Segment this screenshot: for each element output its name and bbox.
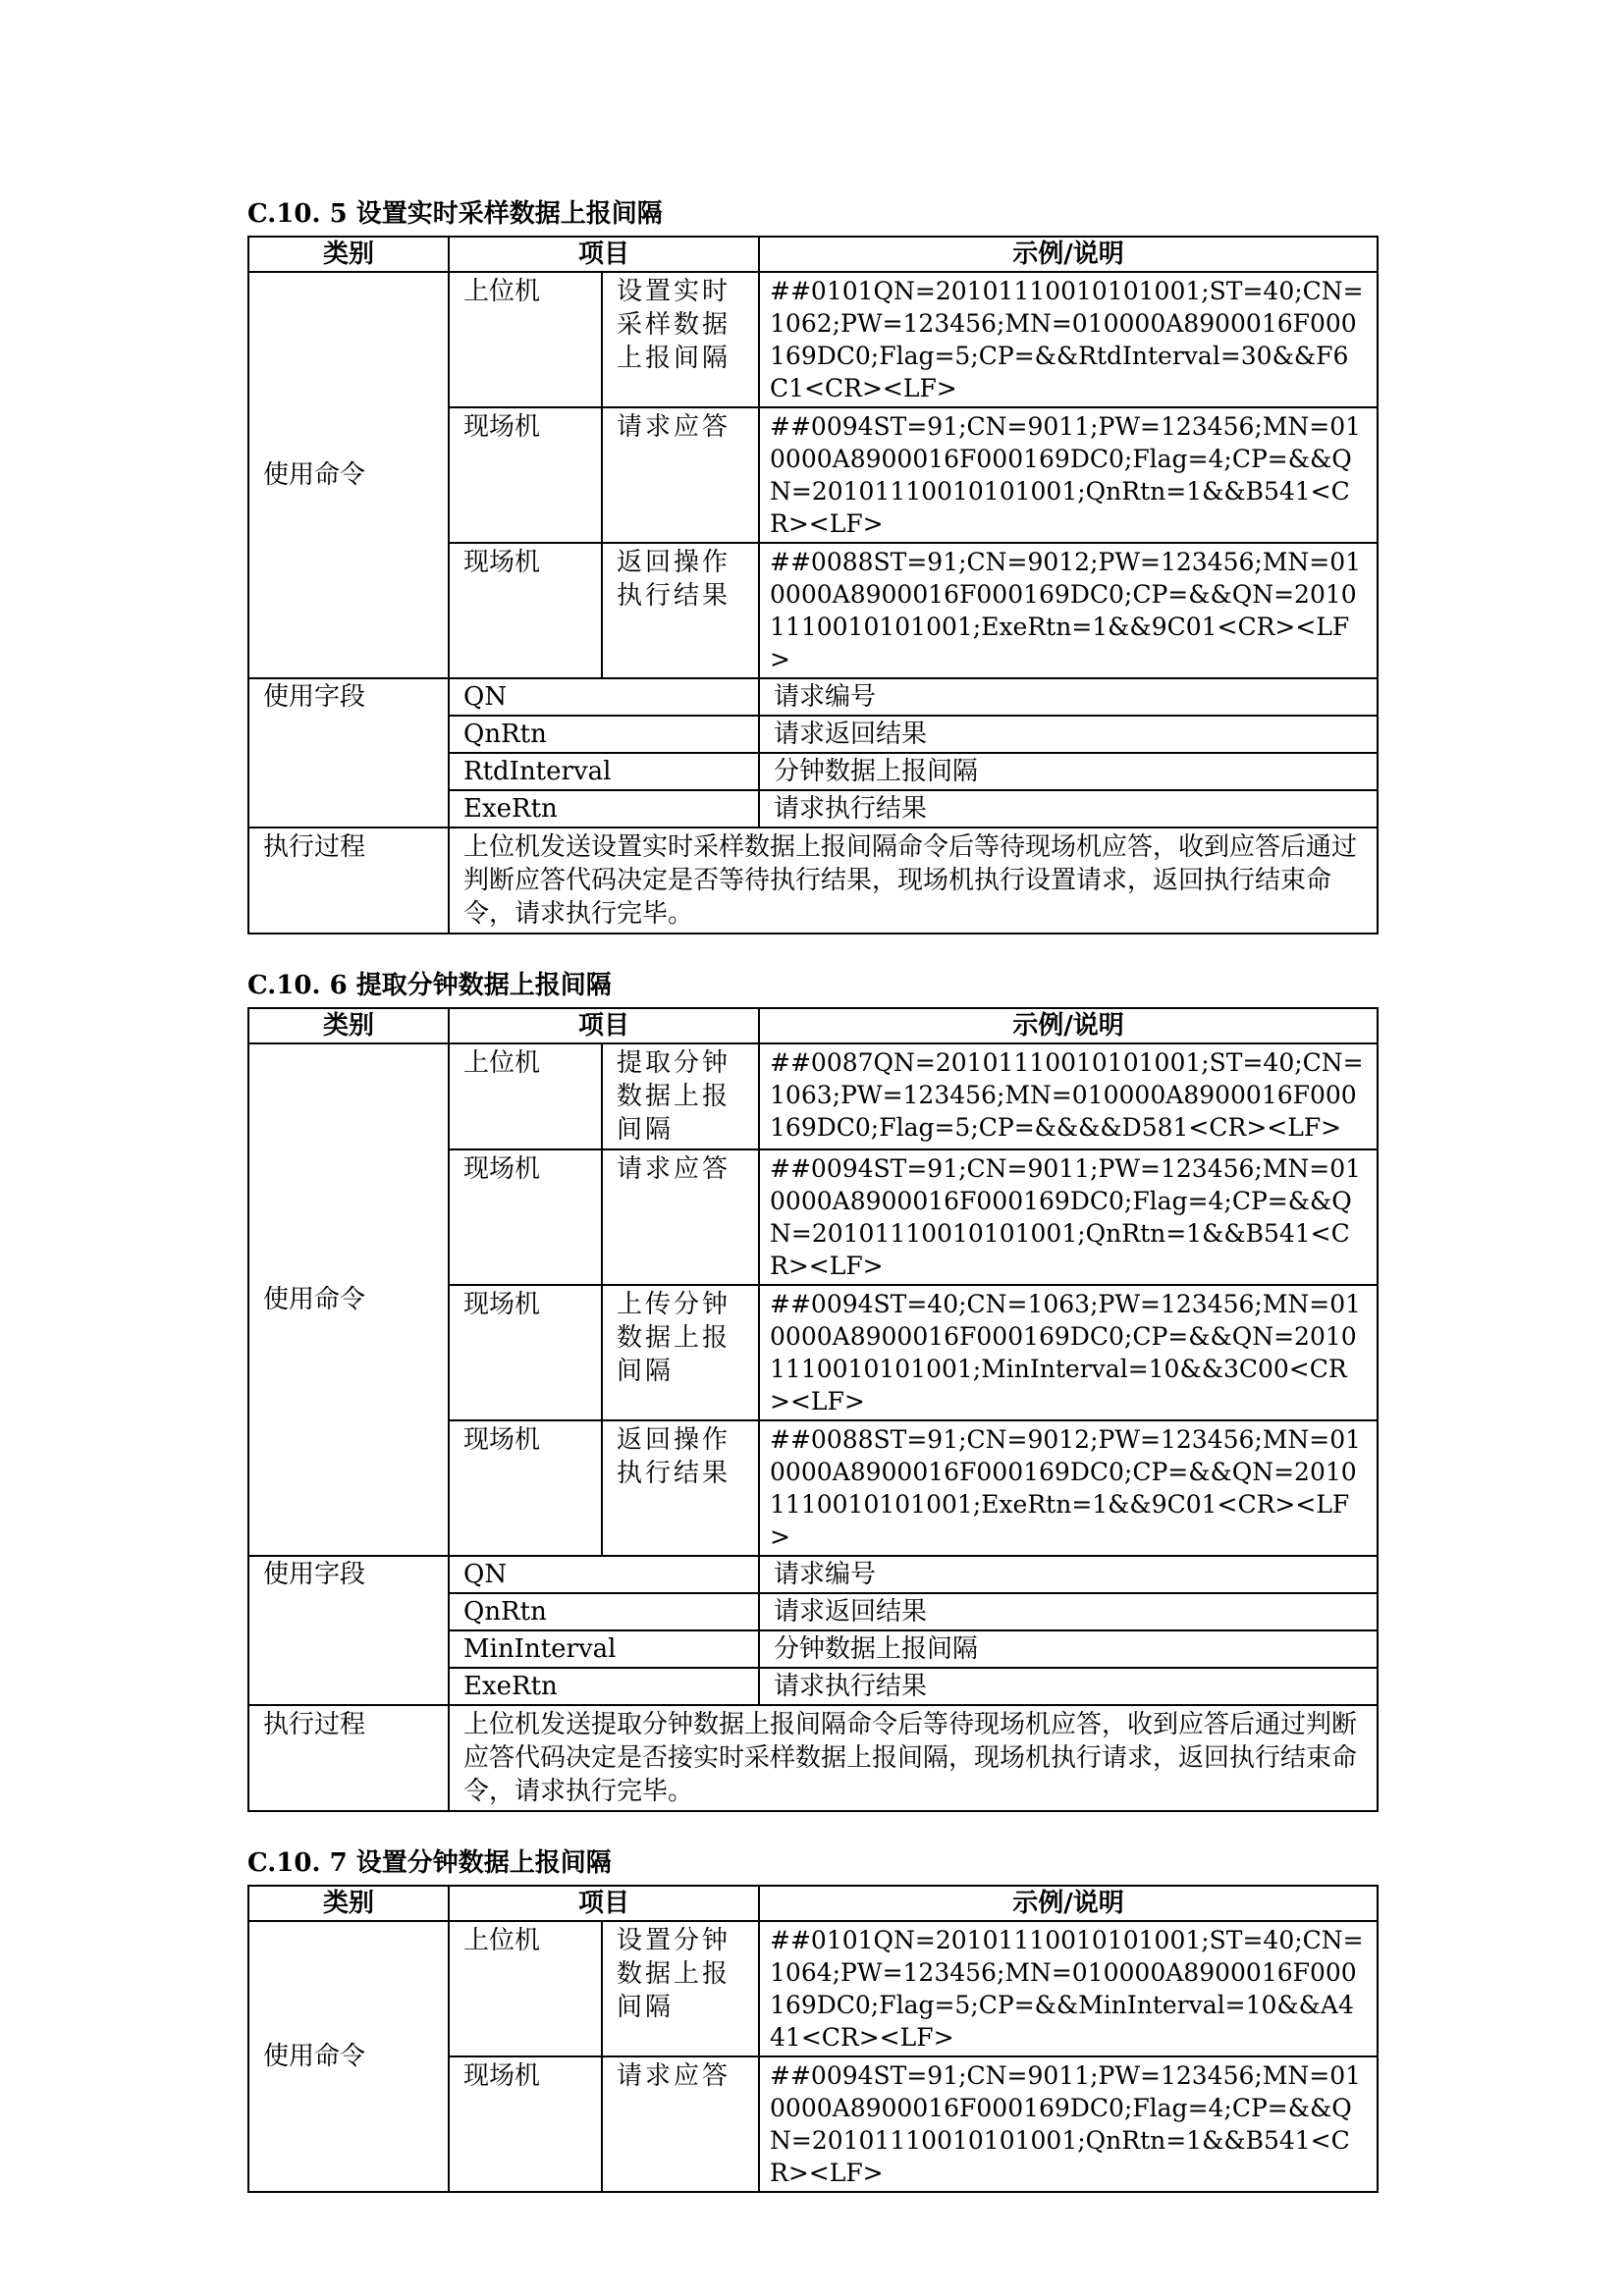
header-row [248,1008,1378,1043]
command-action: 返回操作执行结果 [602,1420,759,1556]
command-code: ##0087QN=20101110010101001;ST=40;CN=1063;PW=123456;MN=010000A8900016F000169DC0;Flag=5;CP=&&&&D581<CR><LF> [759,1043,1378,1149]
field-name: QN [449,678,759,716]
process-text: 上位机发送设置实时采样数据上报间隔命令后等待现场机应答，收到应答后通过判断应答代码决定是否等待执行结果，现场机执行设置请求，返回执行结束命令，请求执行完毕。 [449,828,1378,934]
commands-label: 使用命令 [248,1043,449,1556]
section-title: C.10. 6 提取分钟数据上报间隔 [247,971,612,1000]
command-role: 上位机 [449,1043,602,1149]
command-role: 现场机 [449,1285,602,1420]
commands-label: 使用命令 [248,272,449,678]
command-row [248,1921,1378,2056]
header-example: 示例/说明 [759,1008,1378,1043]
field-desc: 请求返回结果 [759,1593,1378,1630]
field-desc: 分钟数据上报间隔 [759,1630,1378,1668]
command-code: ##0094ST=40;CN=1063;PW=123456;MN=010000A8900016F000169DC0;CP=&&QN=20101110010101001;MinInterval=10&&3C00<CR><LF> [759,1285,1378,1420]
field-name: QnRtn [449,1593,759,1630]
header-category: 类别 [248,237,449,272]
command-role: 现场机 [449,1149,602,1285]
command-action: 请求应答 [602,1149,759,1285]
field-name: ExeRtn [449,1668,759,1705]
command-role: 现场机 [449,407,602,543]
field-desc: 请求编号 [759,1556,1378,1593]
fields-label: 使用字段 [248,678,449,828]
spec-table [247,1007,1379,1812]
command-code: ##0088ST=91;CN=9012;PW=123456;MN=010000A8900016F000169DC0;CP=&&QN=20101110010101001;ExeRtn=1&&9C01<CR><LF> [759,543,1378,678]
header-row [248,1886,1378,1921]
field-row [248,678,1378,716]
command-action: 请求应答 [602,2056,759,2192]
field-desc: 请求返回结果 [759,716,1378,753]
command-code: ##0088ST=91;CN=9012;PW=123456;MN=010000A8900016F000169DC0;CP=&&QN=20101110010101001;ExeRtn=1&&9C01<CR><LF> [759,1420,1378,1556]
process-text: 上位机发送提取分钟数据上报间隔命令后等待现场机应答，收到应答后通过判断应答代码决定是否接实时采样数据上报间隔，现场机执行请求，返回执行结束命令，请求执行完毕。 [449,1705,1378,1811]
command-role: 上位机 [449,272,602,407]
header-item: 项目 [449,1008,759,1043]
header-category: 类别 [248,1886,449,1921]
field-desc: 请求编号 [759,678,1378,716]
command-action: 返回操作执行结果 [602,543,759,678]
header-item: 项目 [449,1886,759,1921]
field-name: QnRtn [449,716,759,753]
field-name: QN [449,1556,759,1593]
field-name: MinInterval [449,1630,759,1668]
command-row [248,1043,1378,1149]
process-row [248,828,1378,934]
command-code: ##0094ST=91;CN=9011;PW=123456;MN=010000A8900016F000169DC0;Flag=4;CP=&&QN=20101110010101001;QnRtn=1&&B541<CR><LF> [759,407,1378,543]
header-example: 示例/说明 [759,237,1378,272]
fields-label: 使用字段 [248,1556,449,1705]
field-desc: 分钟数据上报间隔 [759,753,1378,790]
process-label: 执行过程 [248,1705,449,1811]
command-code: ##0094ST=91;CN=9011;PW=123456;MN=010000A8900016F000169DC0;Flag=4;CP=&&QN=20101110010101001;QnRtn=1&&B541<CR><LF> [759,2056,1378,2192]
command-action: 上传分钟数据上报间隔 [602,1285,759,1420]
command-row [248,272,1378,407]
header-example: 示例/说明 [759,1886,1378,1921]
spec-table [247,236,1379,934]
process-label: 执行过程 [248,828,449,934]
section-title: C.10. 7 设置分钟数据上报间隔 [247,1848,612,1878]
command-code: ##0101QN=20101110010101001;ST=40;CN=1064;PW=123456;MN=010000A8900016F000169DC0;Flag=5;CP=&&MinInterval=10&&A441<CR><LF> [759,1921,1378,2056]
command-action: 设置分钟数据上报间隔 [602,1921,759,2056]
command-role: 现场机 [449,543,602,678]
command-action: 提取分钟数据上报间隔 [602,1043,759,1149]
spec-table [247,1885,1379,2193]
command-role: 上位机 [449,1921,602,2056]
commands-label: 使用命令 [248,1921,449,2192]
field-row [248,1556,1378,1593]
header-row [248,237,1378,272]
document-page [247,196,1377,2193]
command-code: ##0101QN=20101110010101001;ST=40;CN=1062;PW=123456;MN=010000A8900016F000169DC0;Flag=5;CP=&&RtdInterval=30&&F6C1<CR><LF> [759,272,1378,407]
field-desc: 请求执行结果 [759,1668,1378,1705]
field-desc: 请求执行结果 [759,790,1378,828]
process-row [248,1705,1378,1811]
command-action: 请求应答 [602,407,759,543]
command-role: 现场机 [449,2056,602,2192]
command-role: 现场机 [449,1420,602,1556]
command-action: 设置实时采样数据上报间隔 [602,272,759,407]
field-name: ExeRtn [449,790,759,828]
header-category: 类别 [248,1008,449,1043]
header-item: 项目 [449,237,759,272]
section-title: C.10. 5 设置实时采样数据上报间隔 [247,199,663,229]
command-code: ##0094ST=91;CN=9011;PW=123456;MN=010000A8900016F000169DC0;Flag=4;CP=&&QN=20101110010101001;QnRtn=1&&B541<CR><LF> [759,1149,1378,1285]
field-name: RtdInterval [449,753,759,790]
